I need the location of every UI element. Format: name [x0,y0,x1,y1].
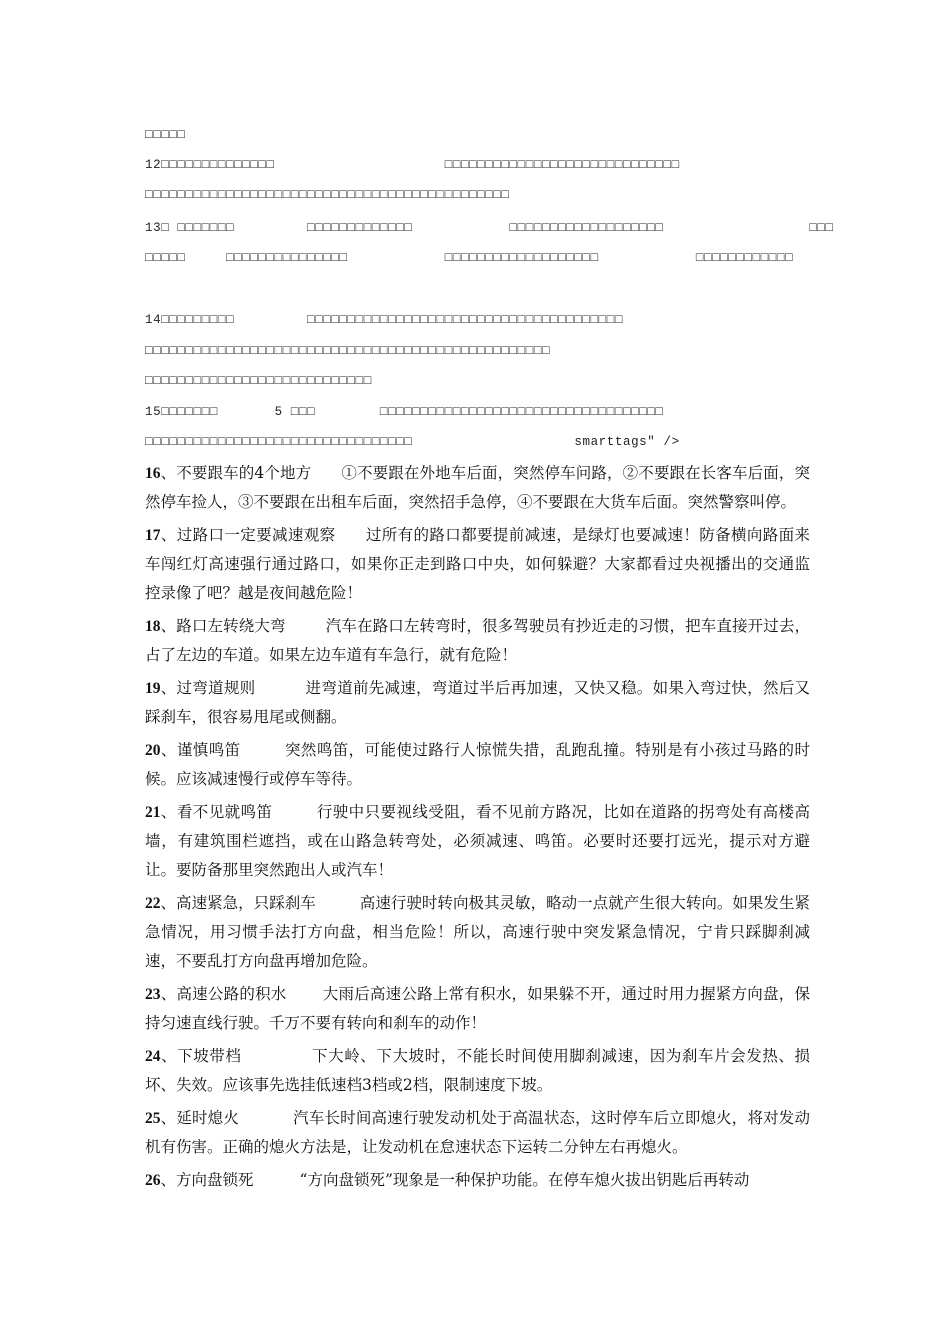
garbled-line-5: □□□□□ □□□□□□□□□□□□□□□ □□□□□□□□□□□□□□□□□□□ □□□□□□□□□□□□ [145,251,794,265]
garbled-line-10: □□□□□□□□□□□□□□□□□□□□□□□□□□□□□□□□□ smarttags" /> [145,435,680,449]
garbled-line-3: □□□□□□□□□□□□□□□□□□□□□□□□□□□□□□□□□□□□□□□□□□□□□ [145,188,510,202]
item-title: 、高速公路的积水 [160,985,287,1003]
garbled-line-4: 13□ □□□□□□□ □□□□□□□□□□□□□ □□□□□□□□□□□□□□□□□□□ □□□ [145,221,834,235]
paragraph-16 [145,459,810,517]
item-number: 17 [145,527,161,544]
item-text: ①不要跟在外地车后面，突然停车问路，②不要跟在长客车后面，突然停车捡人，③不要跟在出租车后面，突然招手急停，④不要跟在大货车后面。突然警察叫停。 [145,464,810,511]
paragraph-22 [145,889,810,976]
garbled-line-6: 14□□□□□□□□□ □□□□□□□□□□□□□□□□□□□□□□□□□□□□□□□□□□□□□□□ [145,313,623,327]
item-number: 24 [145,1048,161,1065]
garbled-line-9: 15□□□□□□□ 5 □□□ □□□□□□□□□□□□□□□□□□□□□□□□□□□□□□□□□□□ [145,405,664,419]
item-title: 、谨慎鸣笛 [160,741,241,759]
paragraph-18 [145,612,810,670]
paragraph-25 [145,1104,810,1162]
item-number: 19 [145,680,161,697]
item-text: 进弯道前先减速，弯道过半后再加速，又快又稳。如果入弯过快，然后又踩刹车，很容易甩尾或侧翻。 [145,679,810,726]
document-body [145,459,810,1199]
item-number: 26 [145,1172,161,1189]
item-title: 、看不见就鸣笛 [160,803,273,821]
item-text: “方向盘锁死”现象是一种保护功能。在停车熄火拔出钥匙后再转动 [299,1171,750,1189]
paragraph-24 [145,1042,810,1100]
item-number: 25 [145,1110,161,1127]
item-text: 行驶中只要视线受阻，看不见前方路况，比如在道路的拐弯处有高楼高墙，有建筑围栏遮挡，或在山路急转弯处，必须减速、鸣笛。必要时还要打远光，提示对方避让。要防备那里突然跑出人或汽车！ [145,803,810,879]
item-number: 22 [145,895,161,912]
item-title: 、高速紧急，只踩刹车 [160,894,316,912]
paragraph-19 [145,674,810,732]
item-number: 21 [145,804,161,821]
garbled-line-1: □□□□□ [145,128,186,142]
item-title: 、过路口一定要减速观察 [160,526,336,544]
garbled-line-7: □□□□□□□□□□□□□□□□□□□□□□□□□□□□□□□□□□□□□□□□□□□□□□□□□□ [145,344,551,358]
garbled-line-8: □□□□□□□□□□□□□□□□□□□□□□□□□□□□ [145,374,372,388]
item-number: 16 [145,465,161,482]
item-text: 突然鸣笛，可能使过路行人惊慌失措，乱跑乱撞。特别是有小孩过马路的时候。应该减速慢行或停车等待。 [145,741,810,788]
item-title: 、过弯道规则 [160,679,256,697]
item-text: 汽车长时间高速行驶发动机处于高温状态，这时停车后立即熄火，将对发动机有伤害。正确的熄火方法是，让发动机在怠速状态下运转二分钟左右再熄火。 [145,1109,810,1156]
item-text: 大雨后高速公路上常有积水，如果躲不开，通过时用力握紧方向盘，保持匀速直线行驶。千万不要有转向和刹车的动作！ [145,985,810,1032]
paragraph-26 [145,1166,810,1195]
item-text: 高速行驶时转向极其灵敏，略动一点就产生很大转向。如果发生紧急情况，用习惯手法打方向盘，相当危险！所以，高速行驶中突发紧急情况，宁肯只踩脚刹减速，不要乱打方向盘再增加危险。 [145,894,810,970]
item-title: 、不要跟车的4个地方 [160,464,312,482]
item-title: 、延时熄火 [160,1109,239,1127]
paragraph-17 [145,521,810,608]
paragraph-21 [145,798,810,885]
item-text: 汽车在路口左转弯时，很多驾驶员有抄近走的习惯，把车直接开过去，占了左边的车道。如果左边车道有车急行，就有危险！ [145,617,810,664]
item-number: 18 [145,618,161,635]
item-number: 23 [145,986,161,1003]
item-title: 、下坡带档 [160,1047,242,1065]
item-title: 、方向盘锁死 [160,1171,254,1189]
item-number: 20 [145,742,161,759]
item-title: 、路口左转绕大弯 [160,617,286,635]
item-text: 下大岭、下大坡时，不能长时间使用脚刹减速，因为刹车片会发热、损坏、失效。应该事先选挂低速档3档或2档，限制速度下坡。 [145,1047,810,1094]
item-text: 过所有的路口都要提前减速，是绿灯也要减速！防备横向路面来车闯红灯高速强行通过路口，如果你正走到路口中央，如何躲避？大家都看过央视播出的交通监控录像了吧？越是夜间越危险！ [145,526,810,602]
paragraph-23 [145,980,810,1038]
garbled-line-2: 12□□□□□□□□□□□□□□ □□□□□□□□□□□□□□□□□□□□□□□□□□□□□ [145,158,680,172]
paragraph-20 [145,736,810,794]
